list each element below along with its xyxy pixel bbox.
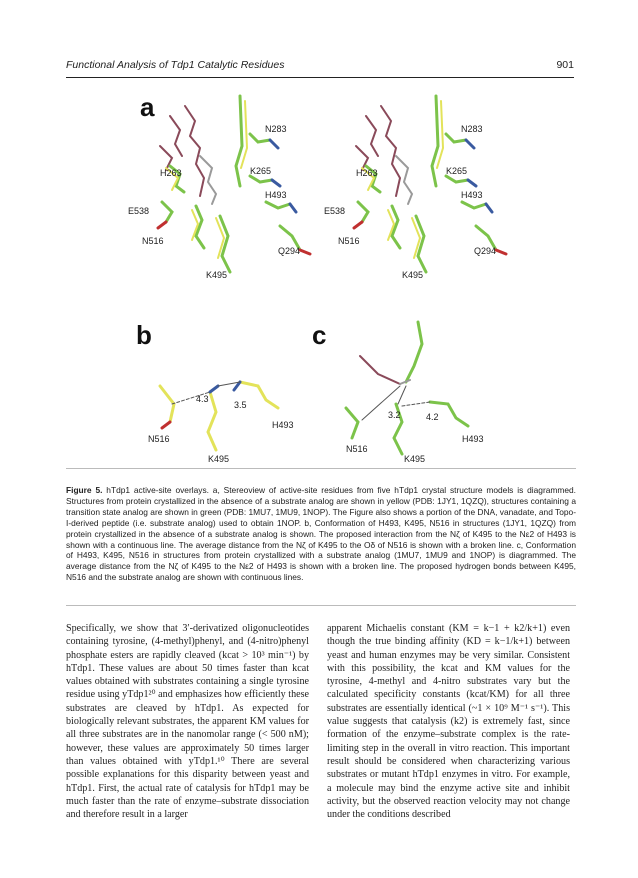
- residue-label: N516: [346, 444, 368, 454]
- page-number: 901: [556, 59, 574, 71]
- residue-label: K495: [402, 270, 424, 280]
- residue-label: Q294: [474, 246, 497, 256]
- distance-label: 4.2: [426, 412, 439, 422]
- residue-label: H263: [356, 168, 378, 178]
- panel-label-c: c: [312, 320, 327, 350]
- caption-lead: Figure 5.: [66, 485, 103, 495]
- distance-label: 3.5: [234, 400, 247, 410]
- residue-label: H493: [462, 434, 484, 444]
- body-column-left: Specifically, we show that 3′-derivatized oligonucleotides containing tyrosine, (4-methyl)phenyl, and (4-nitro)phenyl phosphate esters are rapidly cleaved (kcat > 10³ min⁻¹) by hTdp1. These values are about 50 times faster than kcat values obtained with substrates containing a single tyrosine residue using yTdp1²⁰ and emphasizes how efficiently these substrates are cleaved by hTdp1. As expected for biologically relevant substrates, the apparent KM values for all three substrates are in the nanomolar range (< 500 nM); however, these values are approximately 50 times larger than values obtained with yTdp1.¹⁰ There are several possible explanations for this disparity between yeast and hTdp1. First, the actual rate of catalysis for hTdp1 may be much faster than the rate of enzyme–substrate dissociation and therefore result in a larger: [66, 623, 309, 821]
- distance-label: 4.3: [196, 394, 209, 404]
- distance-label: 3.2: [388, 410, 401, 420]
- running-title: Functional Analysis of Tdp1 Catalytic Residues: [66, 59, 285, 71]
- residue-label: Q294: [278, 246, 301, 256]
- residue-label: H493: [272, 420, 294, 430]
- residue-label: H263: [160, 168, 182, 178]
- figure-5: [100, 86, 550, 466]
- residue-label: K495: [404, 454, 426, 464]
- residue-label: H493: [265, 190, 287, 200]
- panel-c-labels: [346, 410, 484, 464]
- running-head: [66, 59, 574, 75]
- panel-c-structure: [346, 322, 468, 454]
- panel-b-structure: [160, 382, 278, 450]
- residue-label: K495: [208, 454, 230, 464]
- panel-label-a: a: [140, 92, 155, 122]
- residue-label: N283: [265, 124, 287, 134]
- residue-label: N516: [148, 434, 170, 444]
- residue-label: E538: [324, 206, 346, 216]
- caption-body: hTdp1 active-site overlays. a, Stereoview of active-site residues from five hTdp1 crystal structure models is diagrammed. Structures from protein crystallized in the absence of a substrate analog are shown in yellow (PDB: 1JY1, 1QZQ), structures containing a transition state analog are shown in green (PDB: 1MU7, 1MU9, 1NOP). The Figure also shows a portion of the DNA, vanadate, and Topo-I-derived peptide (i.e. substrate analog) used to obtain 1NOP. b, Conformation of H493, K495, N516 in structures (1JY1, 1QZQ) from protein crystallized in the absence of a substrate analog is shown. The proposed interaction from the Nζ of K495 to the Nε2 of H493 is shown with a continuous line. The average distance from the Nζ of K495 to the Oδ of N516 is shown with a broken line. c, Conformation of H493, K495, N516 in structures from protein crystallized with a substrate analog (1MU7, 1MU9 and 1NOP) is diagrammed. The average distance from the Nζ of K495 to the Nε2 of H493 is shown with a broken line. The proposed hydrogen bonds between K495, N516 and the substrate analog are shown with continuous lines.: [66, 485, 576, 583]
- residue-label: N516: [142, 236, 164, 246]
- header-rule: [66, 77, 574, 78]
- residue-label: N283: [461, 124, 483, 134]
- panel-a-right-residue-labels: [324, 124, 496, 280]
- panel-label-b: b: [136, 320, 152, 350]
- figure-5-structure-graphic: [100, 86, 550, 466]
- figure-caption: [66, 468, 576, 606]
- residue-label: N516: [338, 236, 360, 246]
- residue-label: E538: [128, 206, 150, 216]
- panel-a-left-residue-labels: [128, 124, 300, 280]
- caption-text: [66, 485, 576, 583]
- residue-label: K495: [206, 270, 228, 280]
- residue-label: K265: [446, 166, 468, 176]
- body-column-right: apparent Michaelis constant (KM = k−1 + k2/k+1) even though the true binding affinity (KD = k−1/k+1) between yeast and human enzymes may be very similar. Consistent with this possibility, the kcat and KM values for the tyrosine, 4-methyl and 4-nitro substrates vary but the calculated specificity constants (kcat/KM) for all three substrates are essentially identical (~1 × 10⁹ M⁻¹ s⁻¹). This value suggests that catalysis (k2) is extremely fast, since formation of the enzyme–substrate complex is the rate-limiting step in the overall in vitro reaction. This important result should be considered when characterizing various substrates or mutant hTdp1 enzymes in vitro. For example, a molecule may bind the enzyme active site and inhibit activity, but the observed reaction velocity may not change under the conditions described: [327, 623, 570, 821]
- residue-label: K265: [250, 166, 272, 176]
- residue-label: H493: [461, 190, 483, 200]
